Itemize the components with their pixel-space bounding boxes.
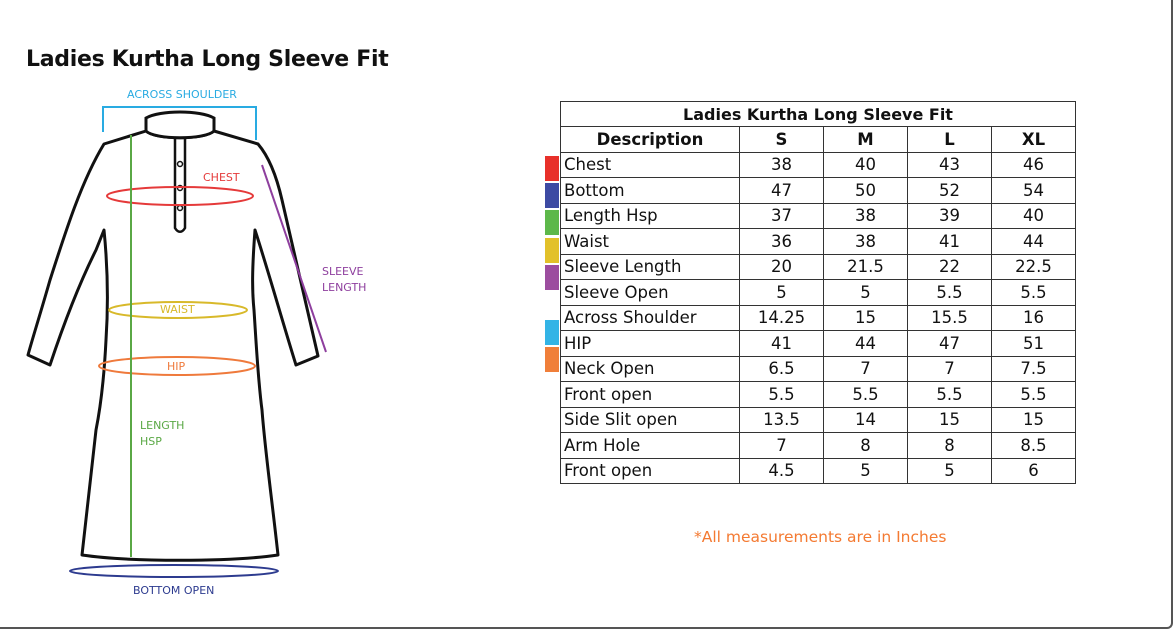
table-row bbox=[561, 331, 1076, 357]
row-value: 5 bbox=[824, 458, 908, 484]
header-s: S bbox=[740, 127, 824, 153]
row-description: Chest bbox=[561, 152, 740, 178]
kurtha-illustration bbox=[0, 80, 420, 610]
row-description: Length Hsp bbox=[561, 203, 740, 229]
sleeve-length-color-swatch bbox=[545, 265, 559, 290]
row-value: 5.5 bbox=[908, 382, 992, 408]
row-value: 44 bbox=[992, 229, 1076, 255]
row-description: Arm Hole bbox=[561, 433, 740, 459]
header-description: Description bbox=[561, 127, 740, 153]
row-value: 41 bbox=[740, 331, 824, 357]
row-value: 7 bbox=[740, 433, 824, 459]
table-row bbox=[561, 280, 1076, 306]
row-value: 52 bbox=[908, 178, 992, 204]
length-hsp-color-swatch bbox=[545, 210, 559, 235]
row-value: 37 bbox=[740, 203, 824, 229]
row-value: 46 bbox=[992, 152, 1076, 178]
row-value: 6 bbox=[992, 458, 1076, 484]
chest-color-swatch bbox=[545, 156, 559, 181]
row-value: 41 bbox=[908, 229, 992, 255]
row-value: 5 bbox=[824, 280, 908, 306]
row-value: 5.5 bbox=[824, 382, 908, 408]
row-value: 14.25 bbox=[740, 305, 824, 331]
row-value: 22.5 bbox=[992, 254, 1076, 280]
row-description: Front open bbox=[561, 382, 740, 408]
row-value: 38 bbox=[824, 203, 908, 229]
table-row bbox=[561, 254, 1076, 280]
row-value: 43 bbox=[908, 152, 992, 178]
row-value: 7 bbox=[824, 356, 908, 382]
row-value: 20 bbox=[740, 254, 824, 280]
row-value: 15 bbox=[992, 407, 1076, 433]
row-value: 5 bbox=[740, 280, 824, 306]
row-value: 50 bbox=[824, 178, 908, 204]
row-value: 15 bbox=[908, 407, 992, 433]
waist-color-swatch bbox=[545, 238, 559, 263]
bottom-open-label: BOTTOM OPEN bbox=[133, 584, 215, 597]
table-row bbox=[561, 433, 1076, 459]
bottom-open-marker bbox=[70, 565, 278, 577]
row-value: 38 bbox=[824, 229, 908, 255]
row-description: Bottom bbox=[561, 178, 740, 204]
row-description: Neck Open bbox=[561, 356, 740, 382]
row-value: 5.5 bbox=[908, 280, 992, 306]
row-value: 15.5 bbox=[908, 305, 992, 331]
measurement-note: *All measurements are in Inches bbox=[694, 528, 947, 546]
kurtha-outline bbox=[28, 131, 318, 560]
row-value: 54 bbox=[992, 178, 1076, 204]
row-value: 40 bbox=[992, 203, 1076, 229]
kurtha-collar bbox=[146, 112, 214, 138]
row-description: Front open bbox=[561, 458, 740, 484]
table-caption: Ladies Kurtha Long Sleeve Fit bbox=[561, 102, 1076, 127]
row-value: 38 bbox=[740, 152, 824, 178]
row-value: 51 bbox=[992, 331, 1076, 357]
row-value: 7.5 bbox=[992, 356, 1076, 382]
hip-color-swatch bbox=[545, 347, 559, 372]
page-title: Ladies Kurtha Long Sleeve Fit bbox=[26, 47, 389, 72]
size-chart-table bbox=[560, 101, 1076, 484]
row-value: 16 bbox=[992, 305, 1076, 331]
row-value: 7 bbox=[908, 356, 992, 382]
row-value: 47 bbox=[908, 331, 992, 357]
row-value: 39 bbox=[908, 203, 992, 229]
row-value: 47 bbox=[740, 178, 824, 204]
header-l: L bbox=[908, 127, 992, 153]
row-value: 21.5 bbox=[824, 254, 908, 280]
row-description: Sleeve Open bbox=[561, 280, 740, 306]
row-description: HIP bbox=[561, 331, 740, 357]
header-xl: XL bbox=[992, 127, 1076, 153]
row-value: 14 bbox=[824, 407, 908, 433]
kurtha-button bbox=[178, 206, 183, 211]
row-value: 5.5 bbox=[992, 382, 1076, 408]
length-hsp-label: LENGTH HSP bbox=[140, 419, 185, 448]
table-header-row bbox=[561, 127, 1076, 153]
row-description: Across Shoulder bbox=[561, 305, 740, 331]
table-row bbox=[561, 229, 1076, 255]
row-description: Side Slit open bbox=[561, 407, 740, 433]
row-description: Waist bbox=[561, 229, 740, 255]
table-row bbox=[561, 305, 1076, 331]
row-value: 22 bbox=[908, 254, 992, 280]
table-row bbox=[561, 356, 1076, 382]
row-value: 44 bbox=[824, 331, 908, 357]
row-value: 4.5 bbox=[740, 458, 824, 484]
table-row bbox=[561, 382, 1076, 408]
hip-label: HIP bbox=[167, 360, 186, 373]
table-row bbox=[561, 203, 1076, 229]
table-row bbox=[561, 152, 1076, 178]
row-value: 40 bbox=[824, 152, 908, 178]
waist-label: WAIST bbox=[160, 303, 195, 316]
row-value: 8.5 bbox=[992, 433, 1076, 459]
across-shoulder-label: ACROSS SHOULDER bbox=[127, 88, 237, 101]
kurtha-diagram bbox=[0, 80, 420, 610]
row-value: 13.5 bbox=[740, 407, 824, 433]
table-row bbox=[561, 178, 1076, 204]
table-row bbox=[561, 407, 1076, 433]
row-value: 8 bbox=[824, 433, 908, 459]
across-shoulder-color-swatch bbox=[545, 320, 559, 345]
row-value: 36 bbox=[740, 229, 824, 255]
header-m: M bbox=[824, 127, 908, 153]
row-value: 5 bbox=[908, 458, 992, 484]
row-value: 6.5 bbox=[740, 356, 824, 382]
bottom-color-swatch bbox=[545, 183, 559, 208]
row-description: Sleeve Length bbox=[561, 254, 740, 280]
row-value: 5.5 bbox=[992, 280, 1076, 306]
row-value: 8 bbox=[908, 433, 992, 459]
kurtha-button bbox=[178, 162, 183, 167]
row-value: 15 bbox=[824, 305, 908, 331]
table-row bbox=[561, 458, 1076, 484]
sleeve-length-label: SLEEVE LENGTH bbox=[322, 265, 367, 294]
row-value: 5.5 bbox=[740, 382, 824, 408]
chest-label: CHEST bbox=[203, 171, 240, 184]
